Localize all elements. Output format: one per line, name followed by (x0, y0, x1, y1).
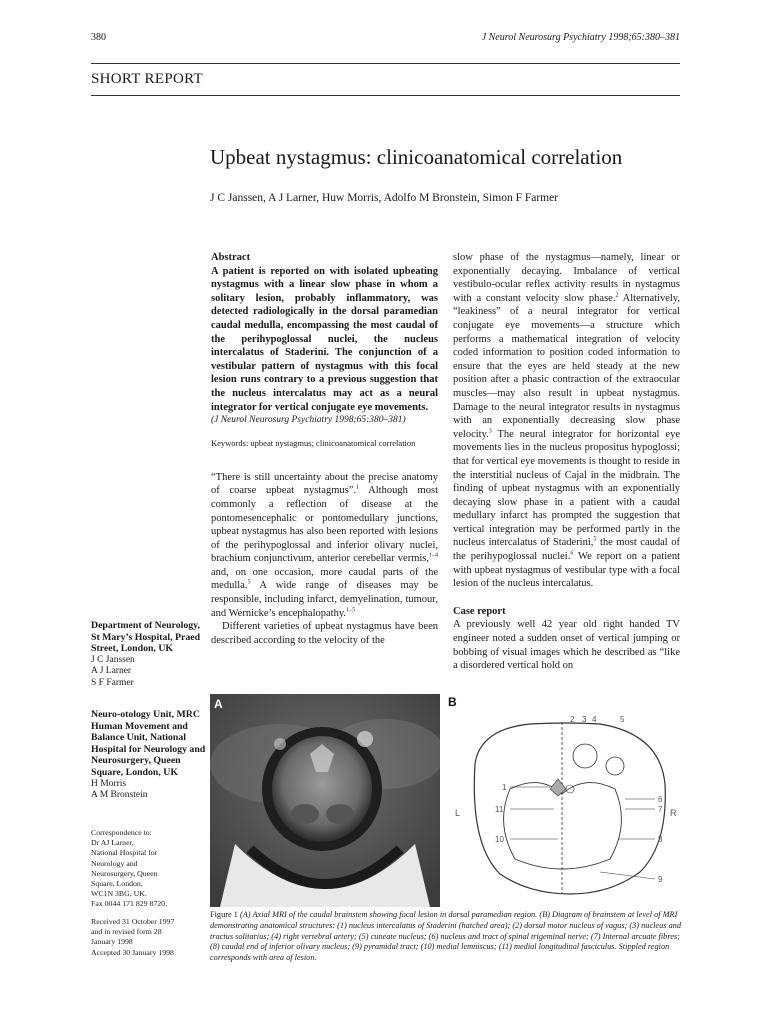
correspondence: Correspondence to: Dr AJ Larner, National Hospital for Neurology and Neurosurgery, Queen Square, London, WC1N 3BG, UK. Fax 0044 171 829 8720. (91, 828, 168, 909)
diagram-label: 6 (658, 795, 663, 804)
article-title: Upbeat nystagmus: clinicoanatomical correlation (210, 145, 623, 169)
affiliation-2 (91, 709, 206, 802)
abstract-text: A patient is reported on with isolated upbeating nystagmus with a linear slow phase in whom a solitary lesion, probably inflammatory, was detected radiologically in the dorsal paramedian caudal medulla, encompassing the most caudal of the perihypoglossal nuclei, the nucleus intercalatus of Staderini. The conjunction of a vestibular pattern of nystagmus with this focal lesion runs contrary to a previous suggestion that the nucleus intercalatus may act as a neural integrator for vertical conjugate eye movements. (211, 265, 438, 413)
author-name: H Morris (91, 778, 127, 789)
author-name: A J Larner (91, 666, 132, 677)
affiliation-1 (91, 620, 206, 690)
side-left-label: L (455, 808, 461, 818)
mri-image (210, 694, 440, 907)
column-left (211, 251, 438, 647)
keywords: Keywords: upbeat nystagmus; clinicoanatomical correlation (211, 437, 416, 448)
diagram-label: 8 (658, 835, 663, 844)
section-label: SHORT REPORT (91, 71, 203, 87)
column-right (453, 251, 680, 673)
intro-paragraph: “There is still uncertainty about the precise anatomy of coarse upbeat nystagmus”.$^1$ Although most commonly a reflection of disease at the pontomesencephalic or pontomedullary junctions, upbeat nystagmus has also been reported with lesions of the perihypoglossal and inferior olivary nuclei, brachium conjunctivum, anterior cerebellar vermis,$^{1-4}$ and, on one occasion, more caudal parts of the medulla.$^5$ A wide range of diseases may be responsible, including infarct, demyelination, tumour, and Wernicke’s encephalopathy.$^{1-5}$ (211, 471, 438, 619)
header-rule (91, 63, 680, 64)
brainstem-diagram (450, 694, 680, 907)
section-rule (91, 95, 680, 96)
article-authors: J C Janssen, A J Larner, Huw Morris, Adolfo M Bronstein, Simon F Farmer (210, 192, 559, 204)
affiliation-2-name: Neuro-otology Unit, MRC Human Movement and Balance Unit, National Hospital for Neurology and Neurosurgery, Queen Square, London, UK (91, 709, 206, 778)
diagram-label: 4 (592, 715, 597, 724)
diagram-label: 9 (658, 875, 663, 884)
diagram-label: 10 (495, 835, 504, 844)
diagram-label: 2 (570, 715, 575, 724)
diagram-label: 7 (658, 805, 663, 814)
intro-paragraph-2: Different varieties of upbeat nystagmus have been described according to the velocity of the (211, 621, 438, 646)
page-number: 380 (91, 32, 106, 43)
panel-b-label: B (448, 695, 457, 709)
case-report-heading: Case report (453, 605, 506, 617)
caption-prefix: Figure 1 (210, 910, 238, 919)
author-name: S F Farmer (91, 677, 134, 688)
caption-text: (A) Axial MRI of the caudal brainstem showing focal lesion in dorsal paramedian region. (B) Diagram of brainstem at level of MRI demonstrating anatomical structures: (1) nucleus intercalatus of Staderini (hatched area); (2) dorsal motor nucleus of vagus; (3) nucleus and tractus solitarius; (4) right vertebral artery; (5) cuneate nucleus; (6) nucleus and tract of spinal trigeminal nerve; (7) Internal arcuate fibres; (8) caudal end of inferior olivary nucleus; (9) pyramidal tract; (10) medial lemniscus; (11) medial longitudinal fasciculus. Stippled region corresponds with area of lesion. (210, 910, 682, 963)
diagram-label: 11 (495, 805, 504, 814)
article-dates: Received 31 October 1997 and in revised form 28 January 1998 Accepted 30 January 1998 (91, 917, 175, 957)
journal-citation: J Neurol Neurosurg Psychiatry 1998;65:380–381 (481, 32, 680, 43)
figure-1 (210, 694, 680, 907)
abstract-heading: Abstract (211, 252, 251, 263)
figure-caption (210, 910, 682, 964)
side-right-label: R (670, 808, 677, 818)
case-report-text: A previously well 42 year old right handed TV engineer noted a sudden onset of vertical jumping or bobbing of visual images which he described as “like a disordered vertical hold on (453, 619, 680, 672)
diagram-label: 3 (582, 715, 587, 724)
affiliation-1-name: Department of Neurology, St Mary’s Hospital, Praed Street, London, UK (91, 620, 201, 655)
panel-a-label: A (214, 697, 223, 711)
diagram-label: 1 (502, 783, 507, 792)
abstract-citation: (J Neurol Neurosurg Psychiatry 1998;65:380–381) (211, 415, 406, 426)
diagram-label: 5 (620, 715, 625, 724)
author-name: A M Bronstein (91, 790, 148, 801)
body-paragraph: slow phase of the nystagmus—namely, linear or exponentially decaying. Imbalance of vertical vestibulo-ocular reflex activity results in nystagmus with a constant velocity slow phase.$^2$ Alternatively, “leakiness” of a neural integrator for vertical conjugate eye movements—a structure which performs a mathematical integration of velocity coded information to position coded information to ensure that the eyes are held steady at the new position after a phasic contraction of the extraocular muscles—may also result in upbeat nystagmus. Damage to the neural integrator results in nystagmus with an exponentially decreasing slow phase velocity.$^3$ The neural integrator for horizontal eye movements lies in the nucleus propositus hypoglossi; that for vertical eye movements is thought to reside in the interstitial nucleus of Cajal in the midbrain. The finding of upbeat nystagmus with an exponentially decaying slow phase in a patient with a caudal medullary infarct has prompted the suggestion that vertical integration may be performed partly in the nucleus intercalatus of Staderini,$^5$ the most caudal of the perihypoglossal nuclei.$^6$ We report on a patient with upbeat nystagmus of vestibular type with a focal lesion of the nucleus intercalatus. (453, 252, 681, 590)
author-name: J C Janssen (91, 654, 135, 665)
